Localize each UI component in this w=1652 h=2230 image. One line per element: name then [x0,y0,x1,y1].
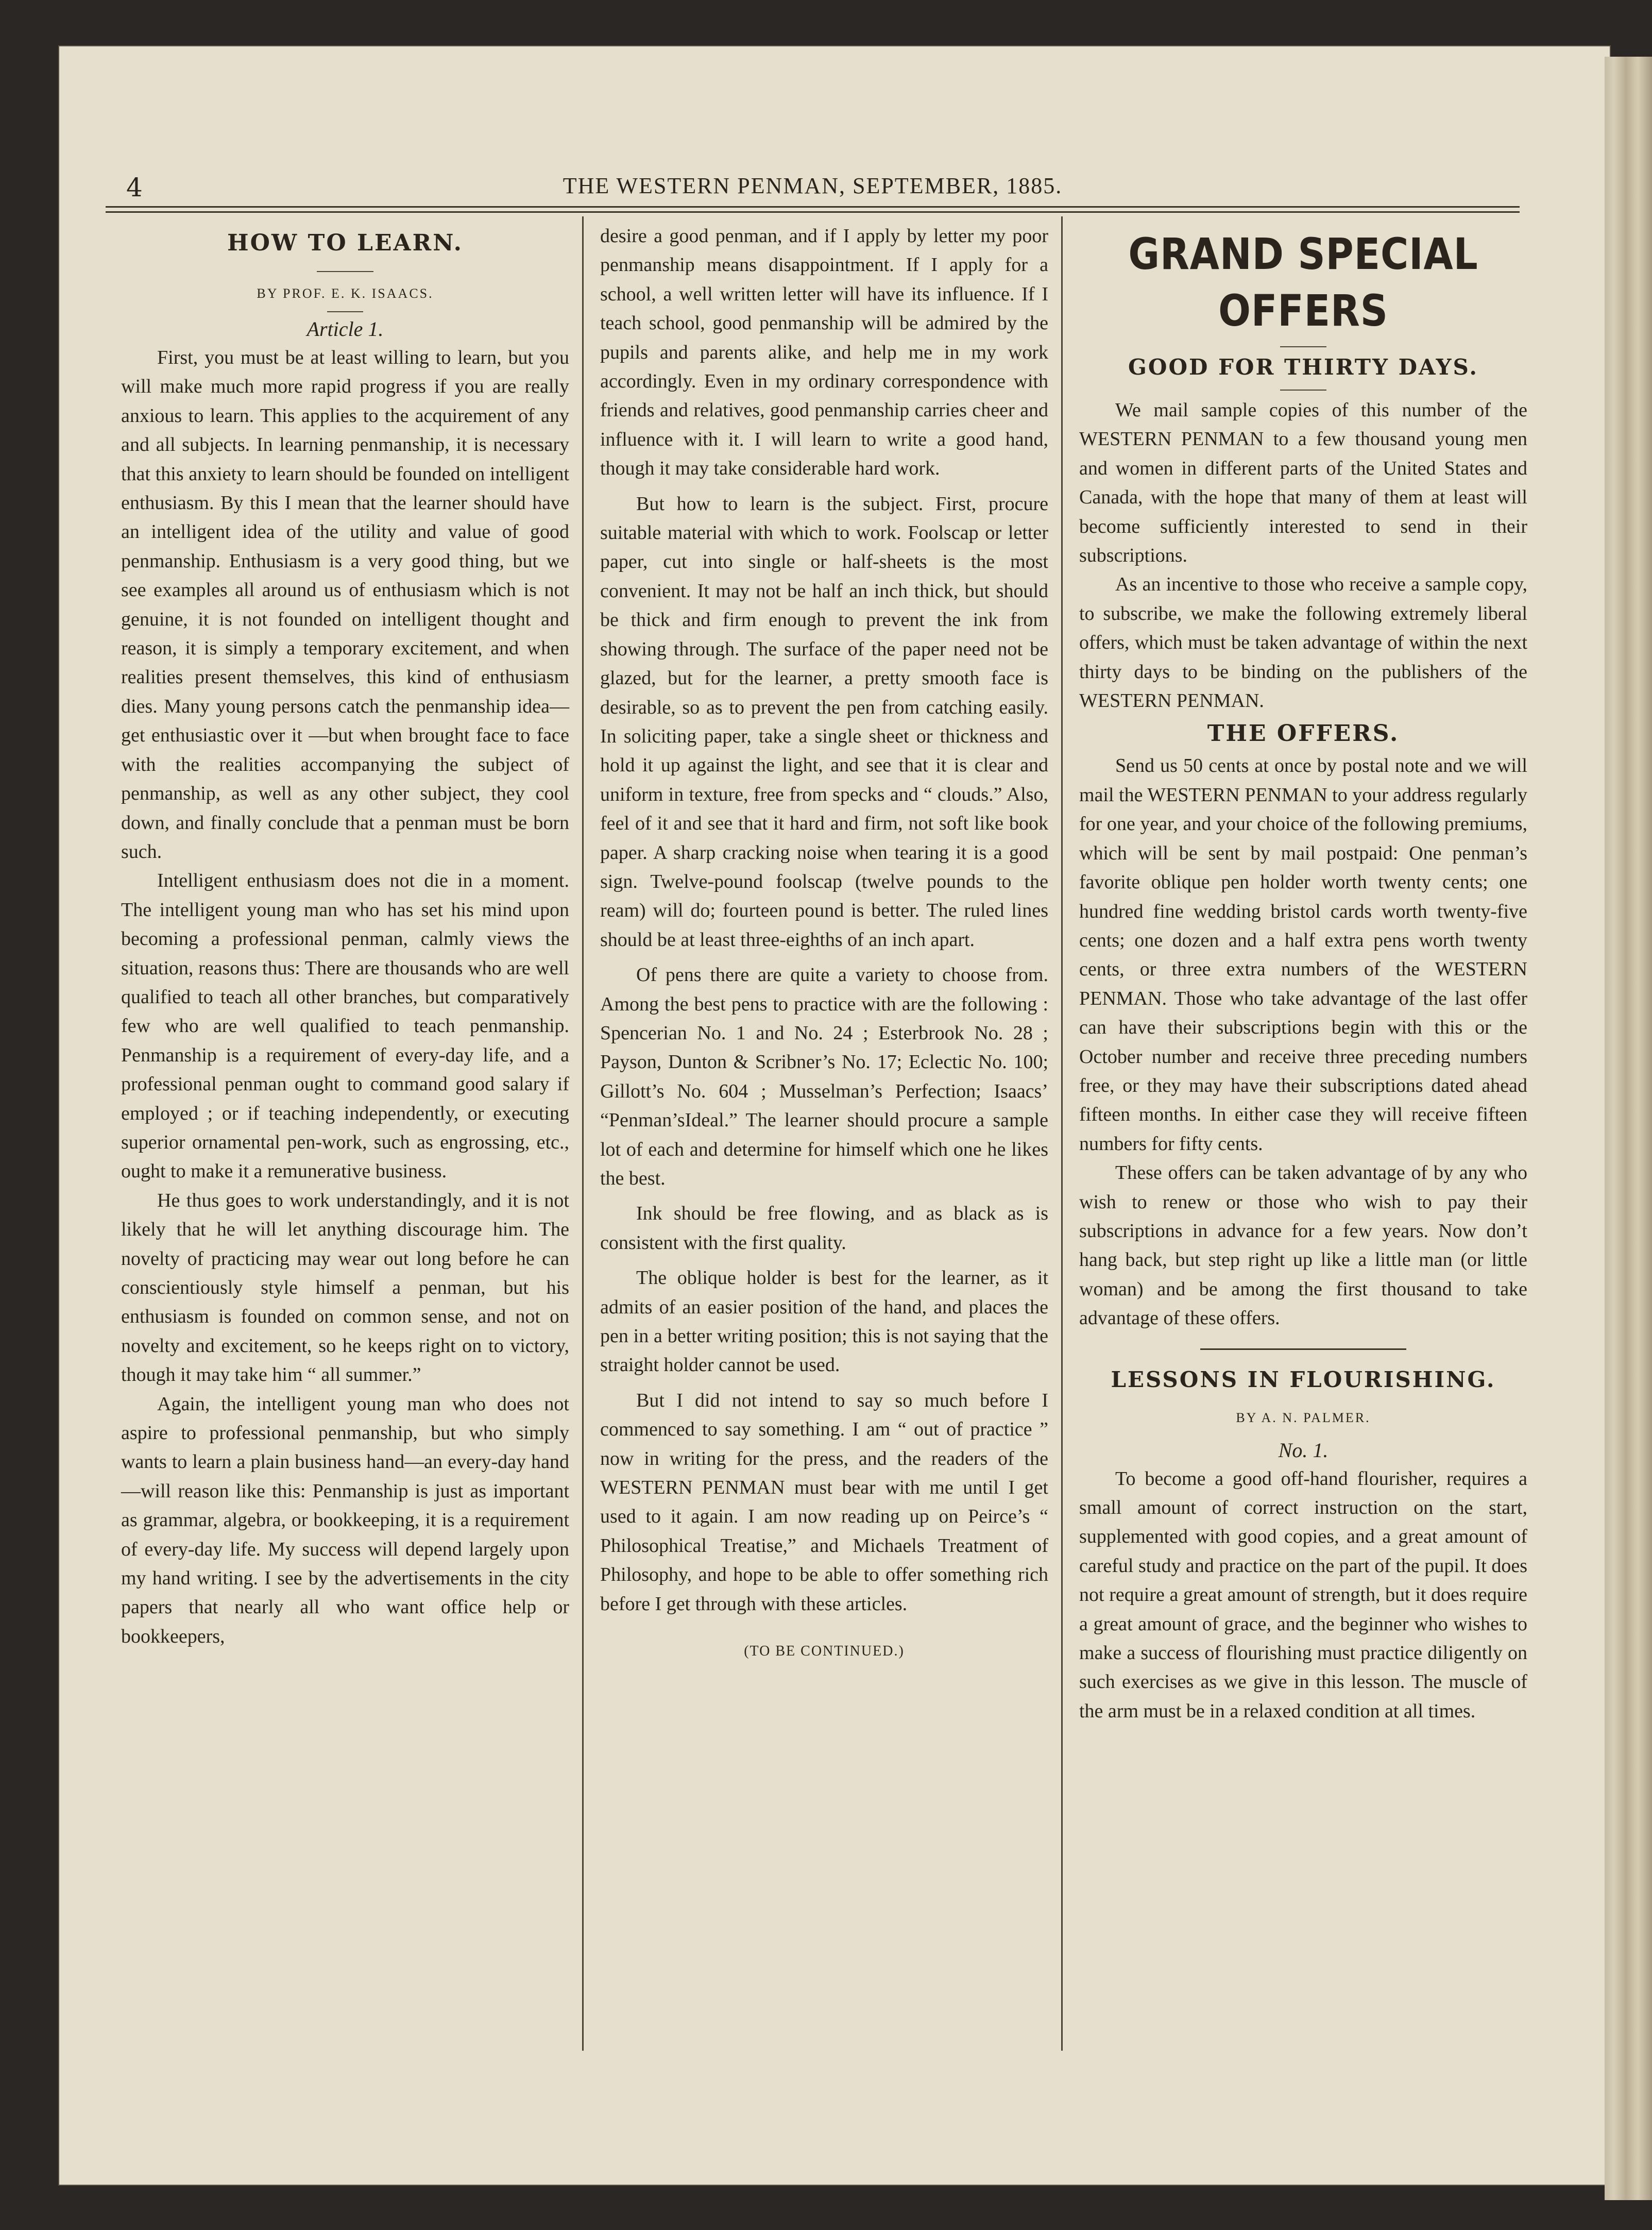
offers-headline: GRAND SPECIAL OFFERS [1128,229,1478,336]
paragraph: Again, the intelligent young man who does not aspire to professional penmanship, but who simply wants to learn a plain business hand—an every-day hand—will reason like this: Penmanship is just as important as grammar, algebra, or bookkeeping, it is a requirement of every-day life. My success will depend largely upon my hand writing. I see by the advertisements in the city papers that nearly all who want office help or bookkeepers, [121,1393,569,1647]
lessons-title: LESSONS IN FLOURISHING. [1111,1366,1496,1392]
subheadline-rule [1280,390,1326,391]
column-2 [600,222,1048,1666]
paragraph: desire a good penman, and if I apply by letter my poor penmanship means disappointment. If I apply for a school, a well written letter will have its influence. If I teach school, good penmanship will be admired by the pupils and parents alike, and help me in my work accordingly. Even in my ordinary correspondence with friends and relatives, good penmanship carries cheer and influence with it. I will learn to write a good hand, though it may take considerable hard work. [600,225,1048,480]
paragraph: First, you must be at least willing to learn, but you will make much more rapid progress if you are really anxious to learn. This applies to the acquirement of any and all subjects. In learning penmanship, it is necessary that this anxiety to learn should be founded on intelligent enthusiasm. By this I mean that the learner should have an intelligent idea of the utility and value of good penmanship. Enthusiasm is a very good thing, but we see examples all around us of enthusiasm which is not genuine, it is not founded on intelligent thought and reason, it is simply a temporary excitement, and when realities present themselves, this kind of enthusiasm dies. Many young persons catch the penmanship idea—get enthusiastic over it —but when brought face to face with the realities accompanying the subject of penmanship, as well as any other subject, they cool down, and finally conclude that a penman must be born such. [121,347,569,863]
paragraph: But how to learn is the subject. First, procure suitable material with which to work. Foolscap or letter paper, cut into single or half-sheets is the most convenient. It may not be half an inch thick, but should be thick and firm enough to prevent the ink from showing through. The surface of the paper need not be glazed, but for the learner, a pretty smooth face is desirable, so as to prevent the pen from catching easily. In soliciting paper, take a single sheet or thickness and hold it up against the light, and see that it is clear and uniform in texture, free from specks and “ clouds.” Also, feel of it and see that it hard and firm, not soft like book paper. A sharp cracking noise when tearing it is a good sign. Twelve-pound foolscap (twelve pounds to the ream) will do; fourteen pound is better. The ruled lines should be at least three-eighths of an inch apart. [600,493,1048,951]
column-1 [121,222,569,1651]
paragraph: Send us 50 cents at once by postal note and we will mail the WESTERN PENMAN to your address regularly for one year, and your choice of the following premiums, which will be sent by mail postpaid: One penman’s favorite oblique pen holder worth twenty cents; one hundred fine wedding bristol cards worth twenty-five cents; one dozen and a half extra pens worth twenty cents, or three extra numbers of the WESTERN PENMAN. Those who take advantage of the last offer can have their subscriptions begin with this or the October number and receive three preceding numbers free, or they may have their subscriptions dated ahead fifteen months. In either case they will receive fifteen numbers for fifty cents. [1079,755,1527,1155]
title-rule [317,271,373,272]
article-byline: BY PROF. E. K. ISAACS. [257,286,434,301]
page-number: 4 [126,173,144,202]
lessons-byline: BY A. N. PALMER. [1236,1410,1371,1425]
column-rule-1 [582,216,584,2051]
running-head [106,173,1520,204]
publication-title: THE WESTERN PENMAN, SEPTEMBER, 1885. [563,173,1063,198]
paragraph: Ink should be free flowing, and as black as is consistent with the first quality. [600,1203,1048,1254]
to-be-continued: (TO BE CONTINUED.) [744,1643,905,1660]
paragraph: Of pens there are quite a variety to choose from. Among the best pens to practice with are the following : Spencerian No. 1 and No. 24 ; Esterbrook No. 28 ; Payson, Dunton & Scribner’s No. 17; Eclectic No. 100; Gillott’s No. 604 ; Musselman’s Perfection; Isaacs’ “Penman’sIdeal.” The learner should procure a sample lot of each and determine for himself which one he likes the best. [600,964,1048,1189]
next-page-edge [1605,57,1652,2200]
header-rule [106,206,1520,208]
section-divider [1200,1348,1406,1350]
header-rule-inner [106,211,1520,213]
headline-rule [1280,346,1326,347]
paragraph: But I did not intend to say so much before I commenced to say something. I am “ out of practice ” now in writing for the press, and the readers of the WESTERN PENMAN must bear with me until I get used to it again. I am now reading up on Peirce’s “ Philosophical Treatise,” and Michaels Treatment of Philosophy, and hope to be able to offer something rich before I get through with these articles. [600,1389,1048,1615]
column-rule-2 [1061,216,1063,2051]
paragraph: We mail sample copies of this number of the WESTERN PENMAN to a few thousand young men and women in different parts of the United States and Canada, with the hope that many of them at least will become sufficiently interested to send in their subscriptions. [1079,399,1527,567]
the-offers-heading: THE OFFERS. [1207,720,1400,747]
byline-rule [327,311,363,312]
paragraph: As an incentive to those who receive a sample copy, to subscribe, we make the following extremely liberal offers, which must be taken advantage of within the next thirty days to be binding on the publishers of the WESTERN PENMAN. [1079,573,1527,712]
column-3 [1079,222,1527,1726]
article-number: Article 1. [306,317,384,341]
paragraph: He thus goes to work understandingly, and it is not likely that he will let anything discourage him. The novelty of practicing may wear out long before he can conscientiously style himself a penman, but his enthusiasm is founded on common sense, and not on novelty and excitement, so he keeps right on to victory, though it may take him “ all summer.” [121,1189,569,1386]
paragraph: These offers can be taken advantage of by any who wish to renew or those who wish to pay their subscriptions in advance for a few years. Now don’t hang back, but step right up like a little man (or little woman) and be among the first thousand to take advantage of these offers. [1079,1162,1527,1329]
paragraph: The oblique holder is best for the learner, as it admits of an easier position of the hand, and places the pen in a better writing position; this is not saying that the straight holder cannot be used. [600,1267,1048,1376]
paragraph: To become a good off-hand flourisher, requires a small amount of correct instruction on the start, supplemented with good copies, and a great amount of careful study and practice on the part of the pupil. It does not require a great amount of strength, but it does require a great amount of grace, and the beginner who wishes to make a success of flourishing must practice diligently on such exercises as we give in this lesson. The muscle of the arm must be in a relaxed condition at all times. [1079,1467,1527,1722]
lesson-number: No. 1. [1278,1438,1329,1462]
offers-subheadline: GOOD FOR THIRTY DAYS. [1128,354,1478,380]
article-title: HOW TO LEARN. [227,230,463,256]
paragraph: Intelligent enthusiasm does not die in a moment. The intelligent young man who has set his mind upon becoming a professional penman, calmly views the situation, reasons thus: There are thousands who are well qualified to teach all other branches, but comparatively few who are well qualified to teach penmanship. Penmanship is a requirement of every-day life, and a professional penman ought to command good salary if employed ; or if teaching independently, or executing superior ornamental pen-work, such as engrossing, etc., ought to make it a remunerative business. [121,870,569,1182]
